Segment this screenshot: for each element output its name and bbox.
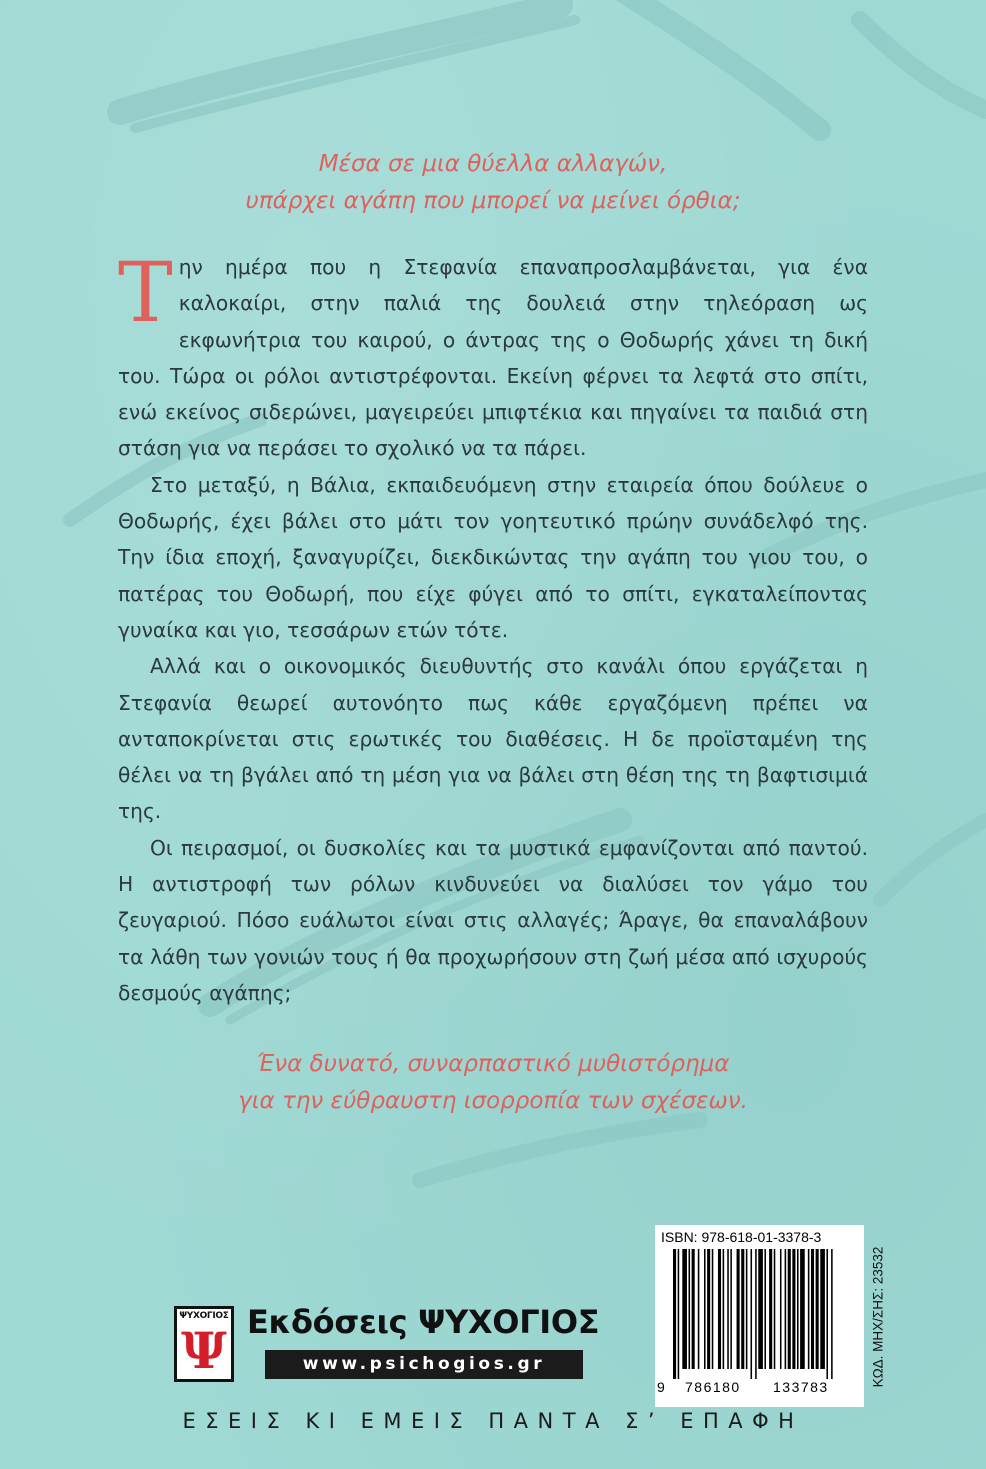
barcode-bar bbox=[780, 1249, 782, 1369]
barcode-bar bbox=[746, 1249, 748, 1369]
barcode-bar bbox=[811, 1249, 814, 1369]
barcode-bar bbox=[831, 1249, 833, 1379]
barcode-bar bbox=[792, 1249, 795, 1369]
barcode-bar bbox=[755, 1249, 757, 1379]
barcode-bar bbox=[826, 1249, 828, 1379]
barcode-bar bbox=[682, 1249, 687, 1369]
top-tagline-line1: Μέσα σε μια θύελλα αλλαγών, bbox=[318, 151, 668, 177]
machine-code bbox=[868, 1226, 888, 1408]
blurb-paragraph-1-text: ην ημέρα που η Στεφανία επαναπροσλαμβάνεται, για ένα καλοκαίρι, στην παλιά της δουλειά στην τηλεόραση ως εκφωνήτρια του καιρού, ο άντρας της ο Θοδωρής χάνει τη δική του. Τώρα οι ρόλοι αντιστρέφονται. Εκείνη φέρνει τα λεφτά στο σπίτι, ενώ εκείνος σιδερώνει, μαγειρεύει μπιφτέκια και πηγαίνει τα παιδιά στη στάση για να περάσει το σχολικό να τα πάρει. bbox=[118, 255, 868, 461]
barcode-bar bbox=[769, 1249, 772, 1369]
barcode-bar bbox=[737, 1249, 740, 1369]
publisher-name: Εκδόσεις ΨΥΧΟΓΙΟΣ bbox=[247, 1303, 600, 1341]
publisher-url[interactable]: www.psichogios.gr bbox=[265, 1350, 583, 1379]
barcode-bar bbox=[751, 1249, 753, 1379]
barcode-digits-right: 133783 bbox=[773, 1379, 829, 1395]
blurb-paragraph-4: Οι πειρασμοί, οι δυσκολίες και τα μυστικά εμφανίζονται από παντού. Η αντιστροφή των ρόλων κινδυνεύει να διαλύσει τον γάμο του ζευγαριού. Πόσο ευάλωτοι είναι στις αλλαγές; Άραγε, θα επαναλάβουν τα λάθη των γονιών τους ή θα προχωρήσουν στη ζωή μέσα από ισχυρούς δεσμούς αγάπης; bbox=[118, 835, 868, 1005]
bottom-tagline-line2: για την εύθραυστη ισορροπία των σχέσεων. bbox=[238, 1088, 748, 1114]
publisher-logo-label: ΨΥΧΟΓΙΟΣ bbox=[179, 1311, 229, 1321]
drop-cap: Τ bbox=[118, 246, 173, 341]
barcode-bar bbox=[820, 1249, 825, 1369]
barcode-bar bbox=[704, 1249, 706, 1369]
barcode-bar bbox=[678, 1249, 680, 1379]
barcode-bar bbox=[797, 1249, 799, 1369]
barcode-bar bbox=[816, 1249, 819, 1369]
isbn-number: ISBN: 978-618-01-3378-3 bbox=[661, 1229, 822, 1245]
barcode-bar bbox=[774, 1249, 776, 1369]
barcode-bar bbox=[727, 1249, 729, 1369]
blurb-text bbox=[118, 246, 868, 1011]
barcode-bar bbox=[785, 1249, 787, 1369]
barcode-bar bbox=[764, 1249, 766, 1369]
top-tagline-line2: υπάρχει αγάπη που μπορεί να μείνει όρθια; bbox=[245, 188, 741, 214]
top-tagline bbox=[0, 146, 986, 220]
barcode-bar bbox=[689, 1249, 691, 1369]
barcode-bar bbox=[723, 1249, 725, 1369]
barcode-bar bbox=[758, 1249, 763, 1369]
barcode-digits-left: 786180 bbox=[685, 1379, 741, 1395]
blurb-paragraph-2: Στο μεταξύ, η Βάλια, εκπαιδευόμενη στην εταιρεία όπου δούλευε ο Θοδωρής, έχει βάλει στο μάτι τον γοητευτικό πρώην συνάδελφό της. Την ίδια εποχή, ξαναγυρίζει, διεκδικώντας την αγάπη του γιου του, ο πατέρας του Θοδωρή, που είχε φύγει από το σπίτι, εγκαταλείποντας γυναίκα και γιο, τεσσάρων ετών τότε. bbox=[118, 472, 868, 642]
publisher-slogan: ΕΣΕΙΣ ΚΙ ΕΜΕΙΣ ΠΑΝΤΑ Σ’ ΕΠΑΦΗ bbox=[182, 1409, 804, 1433]
blurb-paragraph-3: Αλλά και ο οικονομικός διευθυντής στο κανάλι όπου εργάζεται η Στεφανία θεωρεί αυτονόητο πως κάθε εργαζόμενη πρέπει να ανταποκρίνεται στις ερωτικές του διαθέσεις. Η δε προϊσταμένη της θέλει να τη βγάλει από τη μέση για να βάλει στη θέση της τη βαφτισιμιά της. bbox=[118, 654, 868, 824]
bottom-tagline-line1: Ένα δυνατό, συναρπαστικό μυθιστόρημα bbox=[256, 1051, 730, 1077]
barcode-bar bbox=[788, 1249, 791, 1369]
barcode-label bbox=[655, 1225, 864, 1407]
barcode-bar bbox=[718, 1249, 721, 1369]
barcode-bar bbox=[730, 1249, 732, 1369]
barcode-bar bbox=[692, 1249, 695, 1369]
barcode-bar bbox=[712, 1249, 714, 1369]
publisher-logo bbox=[174, 1306, 234, 1382]
barcode-bar bbox=[808, 1249, 810, 1369]
blurb-paragraph-1 bbox=[118, 246, 868, 467]
barcode-bar bbox=[673, 1249, 676, 1379]
psi-icon: Ψ bbox=[181, 1321, 227, 1380]
barcode-bars bbox=[659, 1249, 859, 1379]
barcode-bar bbox=[800, 1249, 805, 1369]
barcode-bar bbox=[707, 1249, 710, 1369]
machine-code-text: ΚΩΔ. ΜΗΧ/ΣΗΣ: 23532 bbox=[870, 1246, 886, 1388]
barcode-bar bbox=[741, 1249, 744, 1369]
barcode-first-digit: 9 bbox=[657, 1379, 665, 1395]
bottom-tagline bbox=[0, 1046, 986, 1120]
barcode-bar bbox=[698, 1249, 700, 1369]
